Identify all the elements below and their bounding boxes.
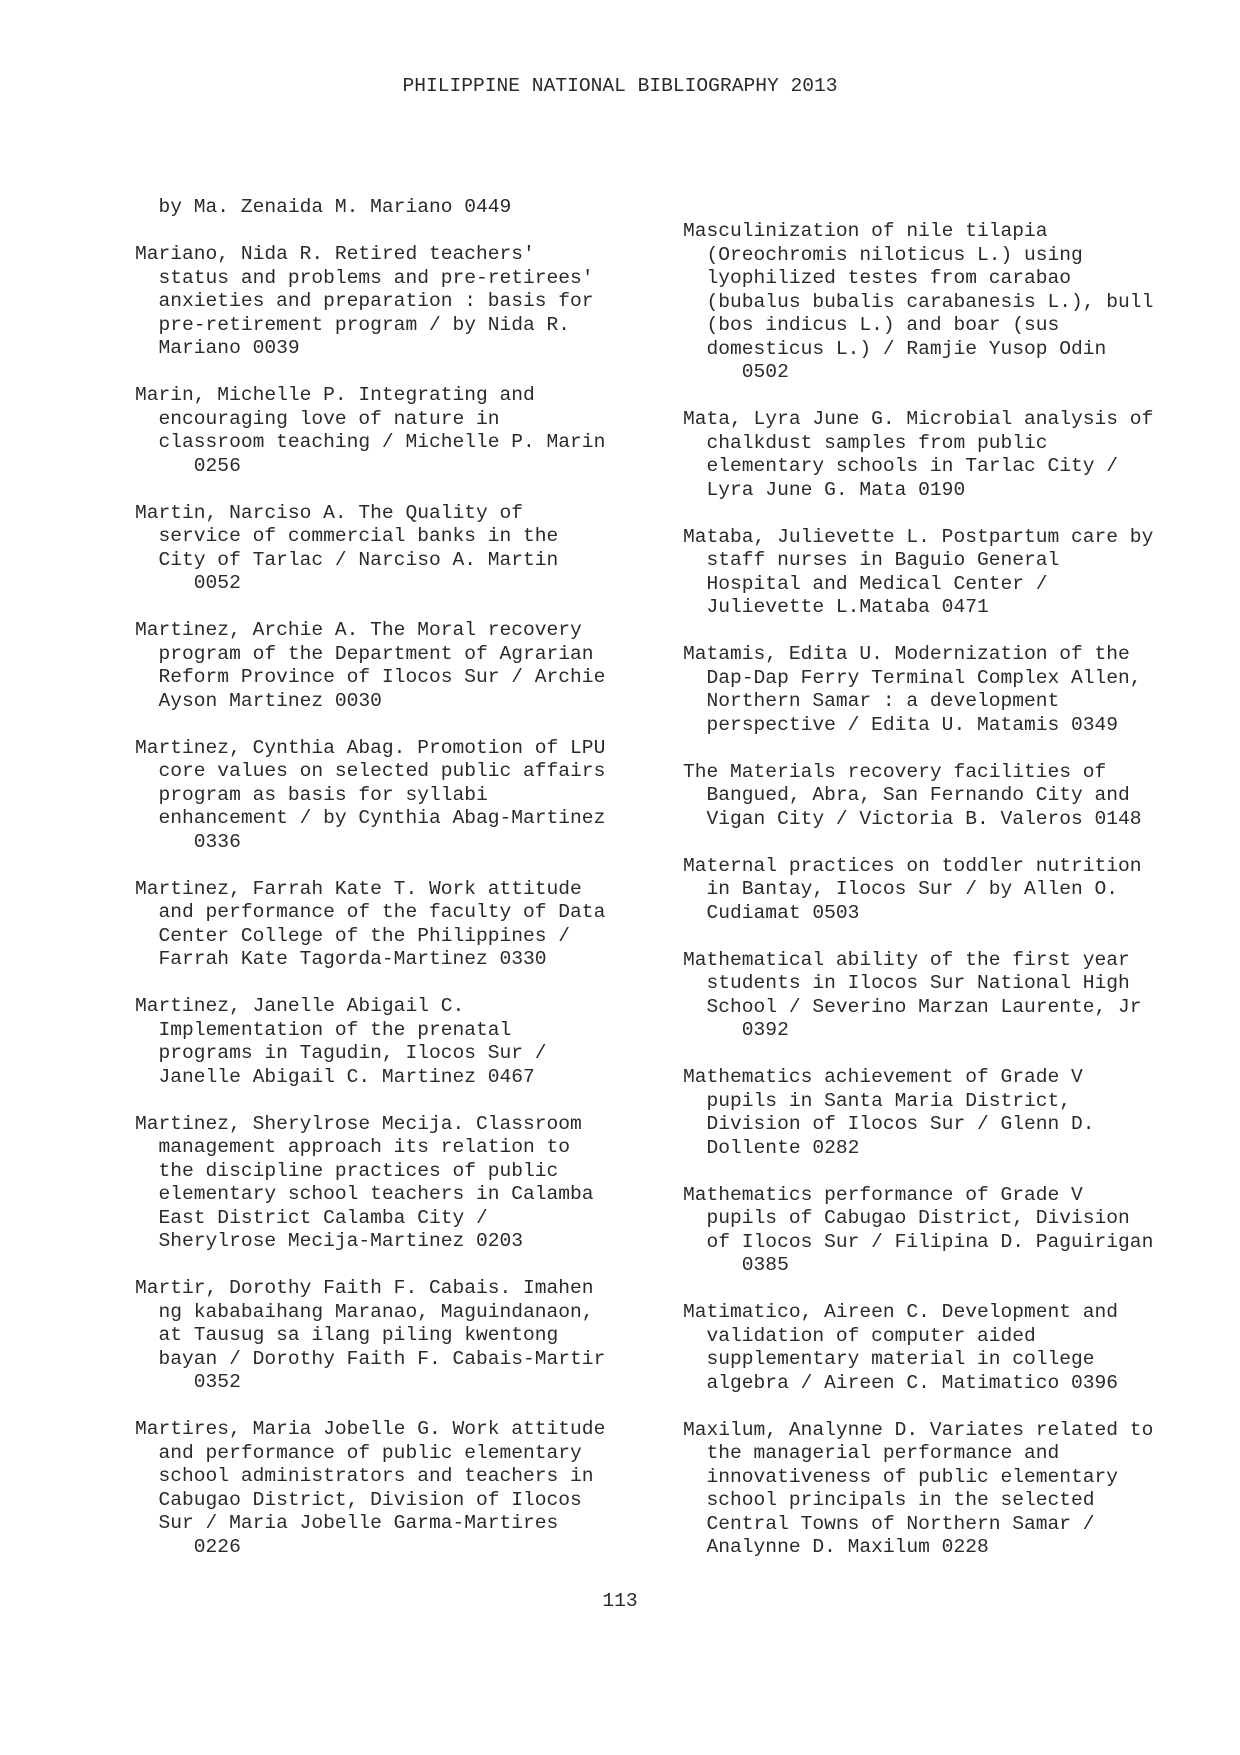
bibliography-entry: Marin, Michelle P. Integrating and encouraging love of nature in classroom teaching / Michelle P. Marin 0256	[135, 384, 606, 477]
bibliography-entry: Martinez, Archie A. The Moral recovery program of the Department of Agrarian Reform Province of Ilocos Sur / Archie Ayson Martinez 0030	[135, 619, 606, 712]
left-column	[135, 196, 655, 1583]
running-header: PHILIPPINE NATIONAL BIBLIOGRAPHY 2013	[402, 75, 838, 97]
bibliography-entry: Masculinization of nile tilapia (Oreochromis niloticus L.) using lyophilized testes from carabao (bubalus bubalis carabanesis L.), bull (bos indicus L.) and boar (sus domesticus L.) / Ramjie Yusop Odin 0502	[683, 220, 1154, 383]
bibliography-entry: Mataba, Julievette L. Postpartum care by staff nurses in Baguio General Hospital and Medical Center / Julievette L.Mataba 0471	[683, 525, 1154, 618]
bibliography-entry: Martin, Narciso A. The Quality of service of commercial banks in the City of Tarlac / Narciso A. Martin 0052	[135, 501, 559, 594]
bibliography-entry: Martinez, Cynthia Abag. Promotion of LPU core values on selected public affairs program as basis for syllabi enhancement / by Cynthia Abag-Martinez 0336	[135, 736, 606, 853]
bibliography-entry: Mathematical ability of the first year students in Ilocos Sur National High School / Severino Marzan Laurente, Jr 0392	[683, 948, 1142, 1041]
bibliography-entry: Martinez, Sherylrose Mecija. Classroom management approach its relation to the discipline practices of public elementary school teachers in Calamba East District Calamba City / Sherylrose Mecija-Martinez 0203	[135, 1112, 594, 1252]
bibliography-entry: Martir, Dorothy Faith F. Cabais. Imahen ng kababaihang Maranao, Maguindanaon, at Tausug sa ilang piling kwentong bayan / Dorothy Faith F. Cabais-Martir 0352	[135, 1277, 606, 1393]
bibliography-entry: Mathematics achievement of Grade V pupils in Santa Maria District, Division of Ilocos Sur / Glenn D. Dollente 0282	[683, 1066, 1095, 1159]
bibliography-entry: Maternal practices on toddler nutrition in Bantay, Ilocos Sur / by Allen O. Cudiamat 0503	[683, 854, 1142, 924]
bibliography-entry: Martires, Maria Jobelle G. Work attitude and performance of public elementary school administrators and teachers in Cabugao District, Division of Ilocos Sur / Maria Jobelle Garma-Martires 0226	[135, 1418, 606, 1558]
bibliography-entry: by Ma. Zenaida M. Mariano 0449	[135, 196, 512, 218]
bibliography-entry: Maxilum, Analynne D. Variates related to the managerial performance and innovativeness of public elementary school principals in the selected Central Towns of Northern Samar / Analynne D. Maxilum 0228	[683, 1418, 1154, 1558]
bibliography-entry: Matamis, Edita U. Modernization of the Dap-Dap Ferry Terminal Complex Allen, Northern Samar : a development perspective / Edita U. Matamis 0349	[683, 643, 1142, 736]
right-column	[683, 220, 1223, 1583]
bibliography-entry: Martinez, Farrah Kate T. Work attitude and performance of the faculty of Data Center College of the Philippines / Farrah Kate Tagorda-Martinez 0330	[135, 877, 606, 970]
bibliography-entry: Mathematics performance of Grade V pupils of Cabugao District, Division of Ilocos Sur / Filipina D. Paguirigan 0385	[683, 1183, 1154, 1276]
bibliography-entry: Matimatico, Aireen C. Development and validation of computer aided supplementary material in college algebra / Aireen C. Matimatico 0396	[683, 1301, 1119, 1394]
bibliography-entry: The Materials recovery facilities of Bangued, Abra, San Fernando City and Vigan City / Victoria B. Valeros 0148	[683, 760, 1142, 830]
bibliography-entry: Mariano, Nida R. Retired teachers' status and problems and pre-retirees' anxieties and preparation : basis for pre-retirement program / by Nida R. Mariano 0039	[135, 243, 594, 359]
bibliography-entry: Martinez, Janelle Abigail C. Implementation of the prenatal programs in Tagudin, Ilocos Sur / Janelle Abigail C. Martinez 0467	[135, 995, 547, 1088]
bibliography-entry: Mata, Lyra June G. Microbial analysis of chalkdust samples from public elementary schools in Tarlac City / Lyra June G. Mata 0190	[683, 408, 1154, 501]
page-number: 113	[602, 1590, 638, 1612]
